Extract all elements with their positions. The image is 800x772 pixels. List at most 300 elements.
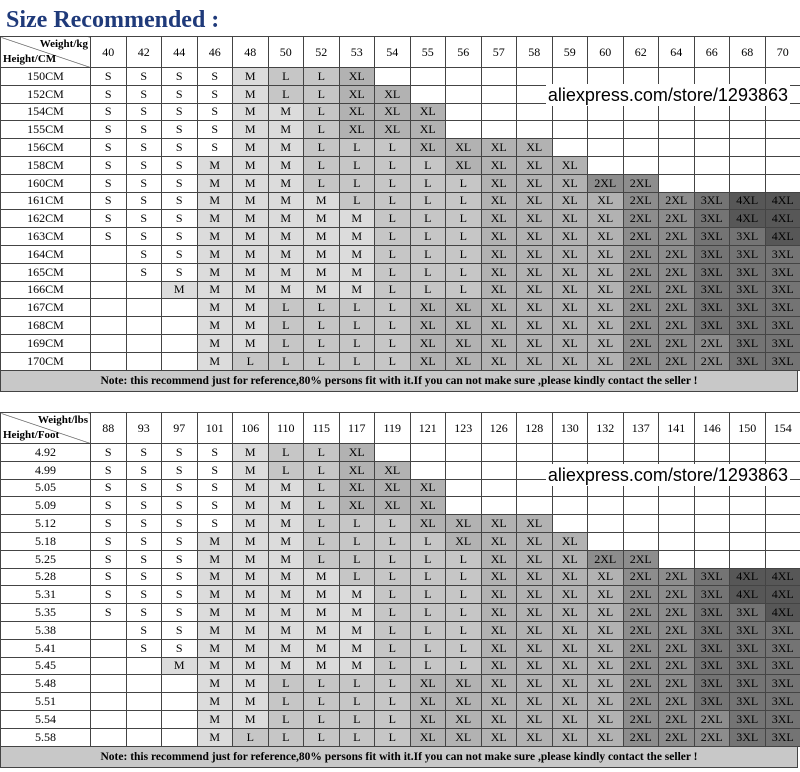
size-cell: S (197, 68, 233, 86)
size-cell: 3XL (694, 263, 730, 281)
size-cell (162, 728, 198, 746)
size-cell: XL (517, 263, 553, 281)
size-cell: 2XL (694, 728, 730, 746)
size-cell (659, 532, 695, 550)
size-cell (552, 515, 588, 533)
size-cell: L (375, 156, 411, 174)
weight-header-cell: 68 (730, 37, 766, 68)
size-cell: S (162, 103, 198, 121)
table-row (1, 657, 800, 675)
size-cell: M (162, 281, 198, 299)
size-cell (126, 352, 162, 370)
size-cell: S (162, 497, 198, 515)
size-cell: XL (552, 604, 588, 622)
size-cell (765, 174, 800, 192)
size-cell: M (197, 299, 233, 317)
size-cell (91, 710, 127, 728)
size-cell (162, 352, 198, 370)
size-cell (517, 444, 553, 462)
size-cell: L (339, 568, 375, 586)
size-cell: L (375, 299, 411, 317)
size-cell: M (268, 263, 304, 281)
size-cell: L (410, 586, 446, 604)
size-cell: XL (552, 228, 588, 246)
size-cell: M (304, 568, 340, 586)
size-cell: S (91, 228, 127, 246)
size-cell: 2XL (659, 710, 695, 728)
size-cell: S (162, 550, 198, 568)
size-cell (126, 317, 162, 335)
size-cell: XL (552, 621, 588, 639)
size-cell: XL (517, 228, 553, 246)
size-cell: L (375, 728, 411, 746)
table-row (1, 156, 800, 174)
size-cell: M (233, 604, 269, 622)
size-cell (694, 444, 730, 462)
size-cell: L (339, 675, 375, 693)
weight-header-cell: 60 (588, 37, 624, 68)
height-label-cell: 162CM (1, 210, 91, 228)
size-cell: S (126, 497, 162, 515)
size-cell: L (410, 568, 446, 586)
size-cell (446, 103, 482, 121)
size-cell: S (91, 444, 127, 462)
weight-header-cell: 141 (659, 413, 695, 444)
size-cell: 2XL (659, 604, 695, 622)
size-cell: XL (481, 263, 517, 281)
size-cell: L (304, 85, 340, 103)
size-cell (126, 334, 162, 352)
size-cell: 3XL (694, 210, 730, 228)
size-cell: XL (517, 693, 553, 711)
weight-header-cell: 42 (126, 37, 162, 68)
size-cell: M (304, 192, 340, 210)
size-cell: XL (588, 263, 624, 281)
size-cell (91, 693, 127, 711)
size-cell: L (375, 139, 411, 157)
size-cell: L (410, 621, 446, 639)
size-cell (446, 85, 482, 103)
size-cell: XL (552, 192, 588, 210)
size-cell (91, 675, 127, 693)
height-label-cell: 5.28 (1, 568, 91, 586)
size-cell (623, 515, 659, 533)
table-row (1, 568, 800, 586)
size-cell (481, 68, 517, 86)
size-cell: XL (410, 103, 446, 121)
size-cell (517, 68, 553, 86)
size-cell: XL (588, 334, 624, 352)
size-cell: M (197, 174, 233, 192)
size-cell: XL (517, 334, 553, 352)
size-cell: XL (481, 156, 517, 174)
size-cell: XL (410, 728, 446, 746)
size-cell: L (375, 174, 411, 192)
size-cell: M (268, 639, 304, 657)
size-cell: S (91, 210, 127, 228)
size-cell (659, 497, 695, 515)
size-cell: 2XL (659, 210, 695, 228)
size-cell: L (304, 461, 340, 479)
size-cell (126, 728, 162, 746)
size-cell: L (375, 263, 411, 281)
weight-header-cell: 154 (765, 413, 800, 444)
size-cell: L (268, 317, 304, 335)
size-cell: XL (339, 85, 375, 103)
size-cell: XL (588, 228, 624, 246)
size-cell: L (410, 639, 446, 657)
size-cell: S (197, 121, 233, 139)
size-cell: L (375, 228, 411, 246)
size-cell: XL (517, 532, 553, 550)
table-row (1, 444, 800, 462)
table-row (1, 281, 800, 299)
size-cell: M (197, 586, 233, 604)
size-cell (410, 444, 446, 462)
weight-header-cell: 66 (694, 37, 730, 68)
size-cell: L (304, 444, 340, 462)
size-cell: 3XL (765, 299, 800, 317)
size-cell: S (162, 228, 198, 246)
size-cell: XL (410, 139, 446, 157)
size-cell: XL (410, 334, 446, 352)
size-cell: XL (410, 317, 446, 335)
size-cell: XL (517, 281, 553, 299)
height-label-cell: 168CM (1, 317, 91, 335)
size-cell: S (162, 263, 198, 281)
size-cell: 2XL (623, 210, 659, 228)
size-cell (765, 444, 800, 462)
size-cell: L (410, 532, 446, 550)
size-cell: M (268, 281, 304, 299)
size-cell: XL (481, 192, 517, 210)
size-cell: XL (588, 210, 624, 228)
size-cell (517, 121, 553, 139)
size-cell: XL (552, 586, 588, 604)
size-cell: XL (481, 317, 517, 335)
size-cell: L (446, 281, 482, 299)
size-cell: L (339, 156, 375, 174)
size-cell: XL (481, 675, 517, 693)
size-cell: M (339, 639, 375, 657)
size-cell: S (126, 586, 162, 604)
size-cell: L (410, 174, 446, 192)
size-cell: 2XL (659, 675, 695, 693)
size-cell: S (126, 245, 162, 263)
size-cell: 3XL (730, 675, 766, 693)
size-cell: 2XL (659, 693, 695, 711)
height-label-cell: 5.35 (1, 604, 91, 622)
size-cell (126, 657, 162, 675)
size-cell: 3XL (730, 639, 766, 657)
weight-header-cell: 119 (375, 413, 411, 444)
size-cell: L (446, 210, 482, 228)
table-row (1, 693, 800, 711)
size-cell: XL (481, 281, 517, 299)
size-cell: M (197, 532, 233, 550)
size-cell: M (268, 156, 304, 174)
size-cell: L (375, 245, 411, 263)
size-cell: M (268, 210, 304, 228)
table-row (1, 604, 800, 622)
height-label-cell: 163CM (1, 228, 91, 246)
size-cell (446, 461, 482, 479)
size-cell: 2XL (623, 281, 659, 299)
table-row (1, 550, 800, 568)
size-cell: L (339, 515, 375, 533)
size-cell: XL (410, 497, 446, 515)
size-cell: XL (517, 515, 553, 533)
size-cell: M (233, 639, 269, 657)
size-cell (126, 693, 162, 711)
size-cell: 4XL (765, 192, 800, 210)
size-cell (162, 693, 198, 711)
height-label-cell: 5.31 (1, 586, 91, 604)
weight-header-cell: 48 (233, 37, 269, 68)
size-cell: 3XL (694, 568, 730, 586)
size-cell: M (233, 299, 269, 317)
size-cell: XL (446, 693, 482, 711)
size-cell: S (91, 156, 127, 174)
size-cell (730, 174, 766, 192)
size-cell: 2XL (623, 174, 659, 192)
size-cell: M (233, 281, 269, 299)
size-cell (765, 497, 800, 515)
size-cell: S (91, 550, 127, 568)
size-cell: XL (517, 174, 553, 192)
size-cell: XL (410, 675, 446, 693)
size-cell (552, 444, 588, 462)
size-cell: M (268, 245, 304, 263)
size-cell (730, 68, 766, 86)
size-cell: L (375, 586, 411, 604)
size-cell: 2XL (623, 675, 659, 693)
size-cell: L (304, 515, 340, 533)
height-label-cell: 5.09 (1, 497, 91, 515)
size-cell (730, 121, 766, 139)
size-cell: XL (552, 334, 588, 352)
weight-axis-label: Weight/lbs (37, 414, 88, 426)
size-cell: S (197, 103, 233, 121)
size-cell: 4XL (765, 228, 800, 246)
size-cell: 2XL (623, 604, 659, 622)
size-cell: M (197, 639, 233, 657)
size-cell: 3XL (694, 228, 730, 246)
size-cell (623, 497, 659, 515)
size-cell (730, 139, 766, 157)
size-cell: L (268, 675, 304, 693)
size-cell: M (233, 103, 269, 121)
size-cell (765, 515, 800, 533)
size-cell (552, 497, 588, 515)
size-cell: XL (552, 352, 588, 370)
size-cell: S (91, 479, 127, 497)
size-cell (730, 444, 766, 462)
size-cell: S (91, 604, 127, 622)
size-cell: M (197, 263, 233, 281)
size-cell (765, 68, 800, 86)
weight-header-cell: 88 (91, 413, 127, 444)
size-cell: 2XL (694, 352, 730, 370)
size-cell: M (268, 103, 304, 121)
size-cell: L (304, 139, 340, 157)
size-cell: M (197, 281, 233, 299)
size-cell: 3XL (694, 281, 730, 299)
size-cell: M (233, 657, 269, 675)
size-cell: XL (552, 657, 588, 675)
size-cell: S (162, 461, 198, 479)
size-cell: 4XL (765, 586, 800, 604)
size-cell: 3XL (694, 675, 730, 693)
size-cell: 2XL (659, 317, 695, 335)
size-cell: M (304, 604, 340, 622)
size-cell: M (233, 174, 269, 192)
height-label-cell: 5.12 (1, 515, 91, 533)
size-cell: M (233, 85, 269, 103)
size-cell: S (126, 228, 162, 246)
size-cell (694, 497, 730, 515)
size-cell: S (126, 639, 162, 657)
size-cell: L (339, 174, 375, 192)
size-cell: XL (517, 728, 553, 746)
size-cell: S (126, 121, 162, 139)
height-label-cell: 164CM (1, 245, 91, 263)
size-cell: 2XL (623, 568, 659, 586)
size-cell: M (268, 532, 304, 550)
size-cell: M (233, 568, 269, 586)
weight-header-cell: 128 (517, 413, 553, 444)
size-cell: 2XL (659, 657, 695, 675)
size-cell: L (410, 550, 446, 568)
height-label-cell: 4.92 (1, 444, 91, 462)
size-cell: L (375, 317, 411, 335)
table-row (1, 299, 800, 317)
size-cell: M (233, 317, 269, 335)
size-cell: XL (410, 121, 446, 139)
table-row (1, 210, 800, 228)
size-cell: S (126, 568, 162, 586)
size-cell: 3XL (694, 639, 730, 657)
size-cell: L (268, 444, 304, 462)
size-cell (730, 497, 766, 515)
size-cell: 4XL (765, 604, 800, 622)
size-cell: L (375, 550, 411, 568)
height-label-cell: 5.41 (1, 639, 91, 657)
size-cell: L (304, 121, 340, 139)
size-cell (410, 461, 446, 479)
table-row (1, 334, 800, 352)
size-cell: XL (517, 210, 553, 228)
size-cell: L (446, 263, 482, 281)
size-cell (481, 497, 517, 515)
size-cell: M (304, 228, 340, 246)
size-cell (126, 710, 162, 728)
size-cell: 3XL (730, 317, 766, 335)
weight-header-cell: 121 (410, 413, 446, 444)
size-cell: L (446, 586, 482, 604)
size-cell (694, 550, 730, 568)
size-cell: 3XL (765, 657, 800, 675)
size-cell: M (268, 515, 304, 533)
size-cell (659, 444, 695, 462)
size-cell: 2XL (659, 352, 695, 370)
size-cell: XL (588, 675, 624, 693)
page-title: Size Recommended : (6, 7, 220, 33)
size-cell: XL (481, 532, 517, 550)
size-cell: XL (552, 317, 588, 335)
size-cell (91, 639, 127, 657)
size-cell: L (268, 352, 304, 370)
size-cell: XL (481, 710, 517, 728)
size-cell (481, 85, 517, 103)
size-cell: XL (375, 85, 411, 103)
size-cell: XL (552, 299, 588, 317)
size-cell: XL (517, 192, 553, 210)
size-cell (659, 68, 695, 86)
size-cell: M (197, 228, 233, 246)
size-cell: M (233, 515, 269, 533)
height-label-cell: 170CM (1, 352, 91, 370)
size-cell: 2XL (623, 245, 659, 263)
height-label-cell: 169CM (1, 334, 91, 352)
size-cell (588, 121, 624, 139)
height-label-cell: 158CM (1, 156, 91, 174)
size-cell (659, 174, 695, 192)
store-watermark: aliexpress.com/store/1293863 (547, 85, 788, 105)
size-cell: S (162, 444, 198, 462)
size-cell: L (410, 263, 446, 281)
height-label-cell: 5.51 (1, 693, 91, 711)
size-cell: XL (410, 693, 446, 711)
size-cell: S (126, 515, 162, 533)
table-row (1, 121, 800, 139)
size-cell: S (197, 139, 233, 157)
table-row (1, 192, 800, 210)
size-cell (375, 444, 411, 462)
size-cell: 3XL (730, 657, 766, 675)
size-cell (623, 444, 659, 462)
size-cell: 2XL (659, 192, 695, 210)
size-cell: XL (446, 515, 482, 533)
height-label-cell: 5.58 (1, 728, 91, 746)
size-cell: S (162, 568, 198, 586)
size-cell: XL (588, 604, 624, 622)
size-cell: XL (588, 192, 624, 210)
size-cell: M (233, 263, 269, 281)
weight-header-cell: 58 (517, 37, 553, 68)
size-cell: M (304, 245, 340, 263)
size-cell (588, 68, 624, 86)
size-cell: S (91, 461, 127, 479)
size-cell: M (339, 621, 375, 639)
size-cell: 3XL (694, 192, 730, 210)
size-cell: S (126, 139, 162, 157)
size-cell: XL (446, 139, 482, 157)
size-cell: 3XL (765, 281, 800, 299)
height-label-cell: 160CM (1, 174, 91, 192)
size-cell: XL (517, 657, 553, 675)
size-cell: M (197, 334, 233, 352)
size-cell: M (233, 228, 269, 246)
size-cell: 3XL (765, 710, 800, 728)
size-cell: 3XL (694, 657, 730, 675)
size-cell: M (233, 121, 269, 139)
size-cell: M (197, 604, 233, 622)
size-cell: M (233, 675, 269, 693)
size-cell: 2XL (694, 710, 730, 728)
size-cell: S (126, 263, 162, 281)
weight-header-cell: 117 (339, 413, 375, 444)
